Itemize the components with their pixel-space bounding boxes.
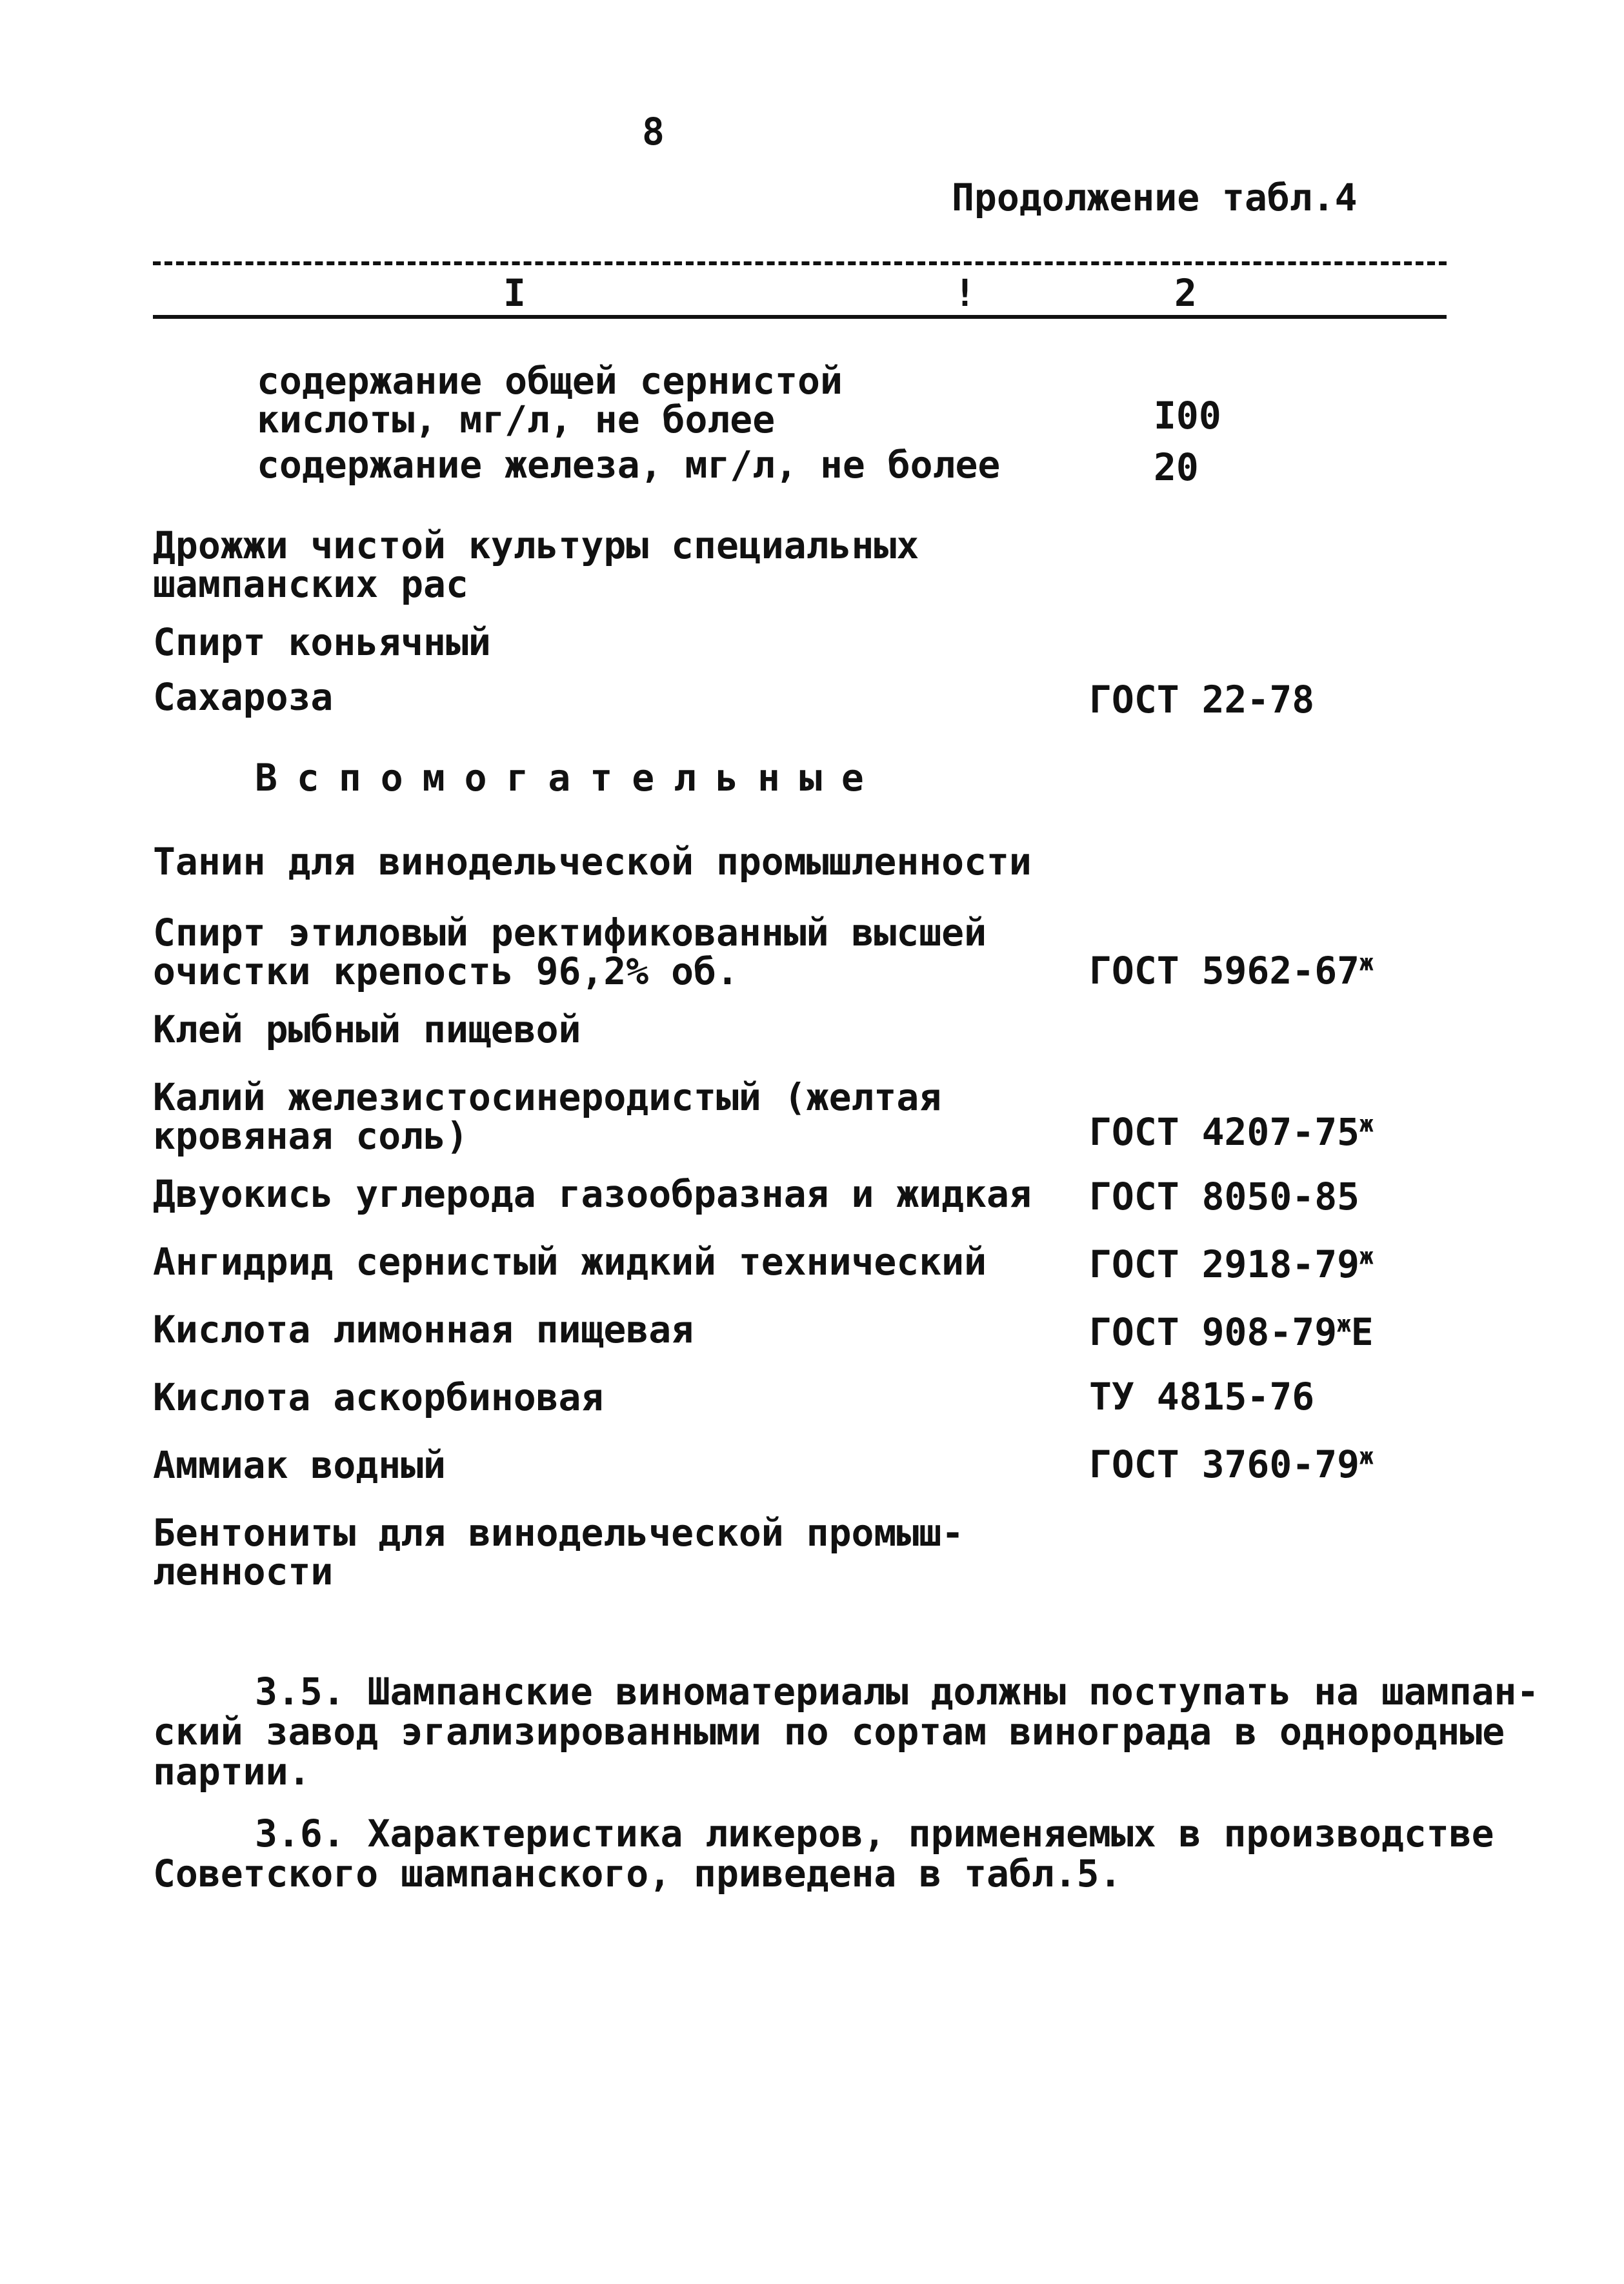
column-separator: ! xyxy=(954,271,976,315)
table-row-value: ГОСТ $2918-79^ж$ xyxy=(1089,1242,1374,1286)
table-row-value: ГОСТ 8050-85 xyxy=(1089,1175,1360,1218)
table-row-value: ТУ 4815-76 xyxy=(1089,1375,1315,1419)
table-row-label: Бентониты для винодельческой промыш- ленности xyxy=(153,1511,965,1593)
table-row-value: ГОСТ $908-79^жЕ$ xyxy=(1089,1310,1374,1354)
table-row-value: I00 xyxy=(1154,394,1221,438)
table-row-value: ГОСТ 22-78 xyxy=(1089,678,1315,722)
table-row-value: ГОСТ $5962-67^ж$ xyxy=(1089,949,1374,993)
paragraph-3-6: 3.6. Характеристика ликеров, применяемых в производстве Советского шампанского, приведена в табл.5. xyxy=(153,1812,1494,1895)
table-row-label: содержание общей сернистой кислоты, мг/л, не более xyxy=(257,359,843,441)
table-section-heading: Вспомогательные xyxy=(255,756,883,800)
table-row-label: Спирт коньячный xyxy=(153,620,491,664)
table-row-label: Танин для винодельческой промышленности xyxy=(153,840,1032,884)
table-row-label: содержание железа, мг/л, не более xyxy=(257,443,1001,487)
page-number: 8 xyxy=(642,110,665,154)
table-row-value: ГОСТ $4207-75^ж$ xyxy=(1089,1110,1374,1154)
table-row-value: 20 xyxy=(1154,445,1199,489)
table-row-label: Дрожжи чистой культуры специальных шампанских рас xyxy=(153,523,919,606)
table-row-label: Калий железистосинеродистый (желтая кровяная соль) xyxy=(153,1075,942,1158)
table-header-rule xyxy=(153,315,1447,319)
column-header-1: I xyxy=(503,271,526,315)
table-row-label: Двуокись углерода газообразная и жидкая xyxy=(153,1172,1032,1216)
table-continuation-label: Продолжение табл.4 xyxy=(952,176,1358,219)
table-row-label: Спирт этиловый ректификованный высшей очистки крепость 96,2% об. xyxy=(153,911,987,993)
table-row-value: ГОСТ $3760-79^ж$ xyxy=(1089,1442,1374,1486)
table-row-label: Клей рыбный пищевой xyxy=(153,1007,581,1051)
table-row-label: Ангидрид сернистый жидкий технический xyxy=(153,1240,987,1284)
table-row-label: Кислота лимонная пищевая xyxy=(153,1308,694,1351)
column-header-2: 2 xyxy=(1174,271,1197,315)
table-row-label: Сахароза xyxy=(153,675,334,719)
paragraph-3-5: 3.5. Шампанские виноматериалы должны поступать на шампан- ский завод эгализированными по сортам винограда в однородные партии. xyxy=(153,1670,1539,1794)
table-row-label: Аммиак водный xyxy=(153,1443,446,1487)
table-row-label: Кислота аскорбиновая xyxy=(153,1375,604,1419)
table-top-dashed-rule xyxy=(153,261,1447,265)
